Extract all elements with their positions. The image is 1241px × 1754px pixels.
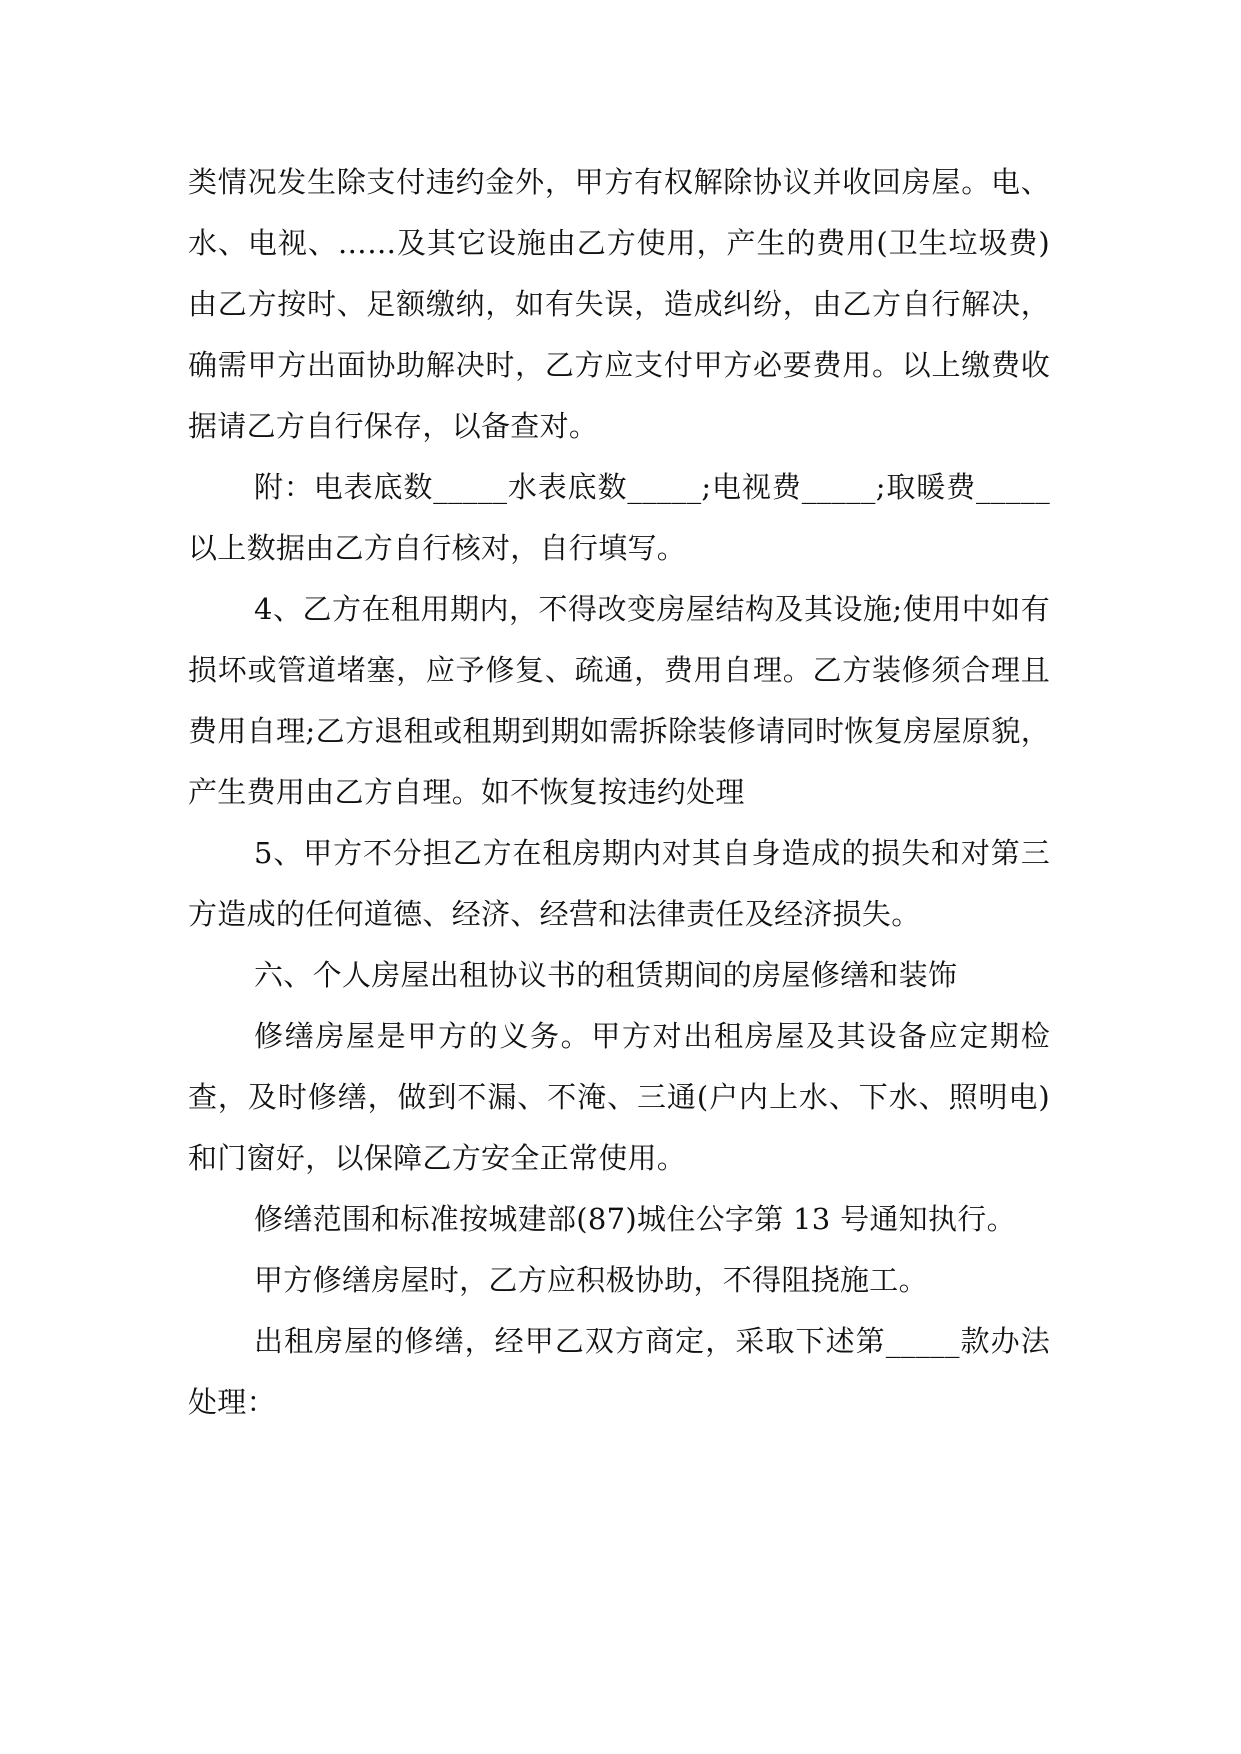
paragraph-repair-method: 出租房屋的修缮，经甲乙双方商定，采取下述第_____款办法处理： — [188, 1324, 1050, 1419]
paragraph-meter-readings: 附：电表底数_____水表底数_____;电视费_____;取暖费_____以上数据由乙方自行核对，自行填写。 — [188, 470, 1050, 565]
paragraph-fees: 类情况发生除支付违约金外，甲方有权解除协议并收回房屋。电、水、电视、……及其它设施由乙方使用，产生的费用(卫生垃圾费)由乙方按时、足额缴纳，如有失误，造成纠纷，由乙方自行解决，确需甲方出面协助解决时，乙方应支付甲方必要费用。以上缴费收据请乙方自行保存，以备查对。 — [188, 165, 1050, 443]
paragraph-clause-4: 4、乙方在租用期内，不得改变房屋结构及其设施;使用中如有损坏或管道堵塞，应予修复、疏通，费用自理。乙方装修须合理且费用自理;乙方退租或租期到期如需拆除装修请同时恢复房屋原貌，产生费用由乙方自理。如不恢复按违约处理 — [188, 592, 1050, 809]
paragraph-repair-duty: 修缮房屋是甲方的义务。甲方对出租房屋及其设备应定期检查，及时修缮，做到不漏、不淹、三通(户内上水、下水、照明电)和门窗好，以保障乙方安全正常使用。 — [188, 1019, 1050, 1175]
section-heading-6: 六、个人房屋出租协议书的租赁期间的房屋修缮和装饰 — [254, 958, 958, 992]
paragraph-repair-scope: 修缮范围和标准按城建部(87)城住公字第 13 号通知执行。 — [254, 1202, 1016, 1236]
paragraph-clause-5: 5、甲方不分担乙方在租房期内对其自身造成的损失和对第三方造成的任何道德、经济、经营和法律责任及经济损失。 — [188, 836, 1050, 931]
document-body — [188, 152, 1050, 1433]
paragraph-repair-cooperation: 甲方修缮房屋时，乙方应积极协助，不得阻挠施工。 — [254, 1263, 928, 1297]
